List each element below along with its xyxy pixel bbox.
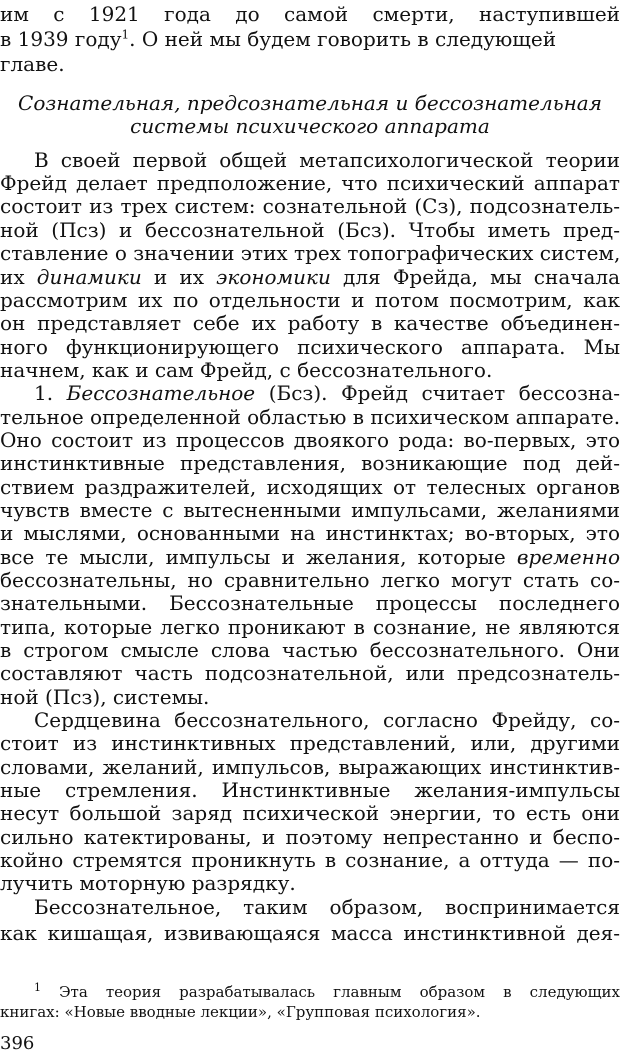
italic-term: временно <box>516 545 620 569</box>
text-line: стоит из инстинктивных представлений, или, другими <box>0 731 620 755</box>
text-line: койно стремятся проникнуть в сознание, а оттуда — по- <box>0 848 620 872</box>
footnote-ref: 1 <box>121 27 130 42</box>
italic-term: динамики <box>36 265 142 289</box>
text-fragment: в 1939 году <box>0 27 122 51</box>
text-line: тельное определенной областью в психическом аппарате. <box>0 405 620 429</box>
italic-term: экономики <box>216 265 331 289</box>
text-line: Сердцевина бессознательного, согласно Фрейду, со- <box>34 708 620 732</box>
text-line: ной (Псз), системы. <box>0 685 210 709</box>
text-line: ного функционирующего психического аппарата. Мы <box>0 335 620 359</box>
text-line: главе. <box>0 52 65 76</box>
text-line: Оно состоит из процессов двоякого рода: во-первых, это <box>0 428 620 452</box>
text-fragment: для Фрейда, мы сначала <box>330 265 620 289</box>
text-line: ные стремления. Инстинктивные желания-импульсы <box>0 778 620 802</box>
text-fragment: 1. <box>34 381 67 405</box>
text-line: Бессознательное, таким образом, воспринимается <box>34 895 620 919</box>
text-line <box>0 545 620 569</box>
text-line: Фрейд делает предположение, что психический аппарат <box>0 171 620 195</box>
text-line: сильно катектированы, и поэтому непрестанно и беспо- <box>0 825 620 849</box>
text-line <box>0 27 620 51</box>
text-line: бессознательны, но сравнительно легко могут стать со- <box>0 568 620 592</box>
text-line: и мыслями, основанными на инстинктах; во-вторых, это <box>0 521 620 545</box>
text-line: чувств вместе с вытесненными импульсами, желаниями <box>0 498 620 522</box>
heading-line: Сознательная, предсознательная и бессознательная <box>18 91 602 115</box>
text-line: им с 1921 года до самой смерти, наступившей <box>0 2 620 26</box>
text-line: знательными. Бессознательные процессы последнего <box>0 591 620 615</box>
text-line: как кишащая, извивающаяся масса инстинктивной дея- <box>0 921 620 945</box>
text-line: несут большой заряд психической энергии, то есть они <box>0 801 620 825</box>
text-line: лучить моторную разрядку. <box>0 871 296 895</box>
text-line: он представляет себе их работу в качестве объединен- <box>0 311 620 335</box>
text-line: ствием раздражителей, исходящих от телесных органов <box>0 475 620 499</box>
heading-line: системы психического аппарата <box>130 114 490 138</box>
text-line: В своей первой общей метапсихологической теории <box>34 148 620 172</box>
text-line: инстинктивные представления, возникающие под дей- <box>0 451 620 475</box>
text-line: рассмотрим их по отдельности и потом посмотрим, как <box>0 288 620 312</box>
text-line <box>0 381 620 405</box>
text-fragment: . О ней мы будем говорить в следующей <box>129 27 557 51</box>
text-fragment: их <box>0 265 37 289</box>
footnote-mark: 1 <box>34 981 41 994</box>
footnote-line: книгах: «Новые вводные лекции», «Групповая психология». <box>0 1003 481 1021</box>
text-fragment: и их <box>141 265 217 289</box>
text-fragment: (Бсз). Фрейд считает бессозна- <box>255 381 620 405</box>
footnote-text: Эта теория разрабатывалась главным образом в следующих <box>41 983 620 1001</box>
text-line <box>0 265 620 289</box>
text-line: состоит из трех систем: сознательной (Сз), подсознатель- <box>0 194 620 218</box>
italic-term: Бессознательное <box>66 381 256 405</box>
page-number: 396 <box>0 1033 35 1054</box>
text-line: начнем, как и сам Фрейд, с бессознательного. <box>0 358 493 382</box>
text-line: словами, желаний, импульсов, выражающих инстинктив- <box>0 755 620 779</box>
text-line: ставление о значении этих трех топографических систем, <box>0 241 620 265</box>
text-line: ной (Псз) и бессознательной (Бсз). Чтобы иметь пред- <box>0 218 620 242</box>
text-line: составляют часть подсознательной, или предсознатель- <box>0 661 620 685</box>
text-line: типа, которые легко проникают в сознание, не являются <box>0 615 620 639</box>
text-fragment: все те мысли, импульсы и желания, которые <box>0 545 517 569</box>
text-line: в строгом смысле слова частью бессознательного. Они <box>0 638 620 662</box>
